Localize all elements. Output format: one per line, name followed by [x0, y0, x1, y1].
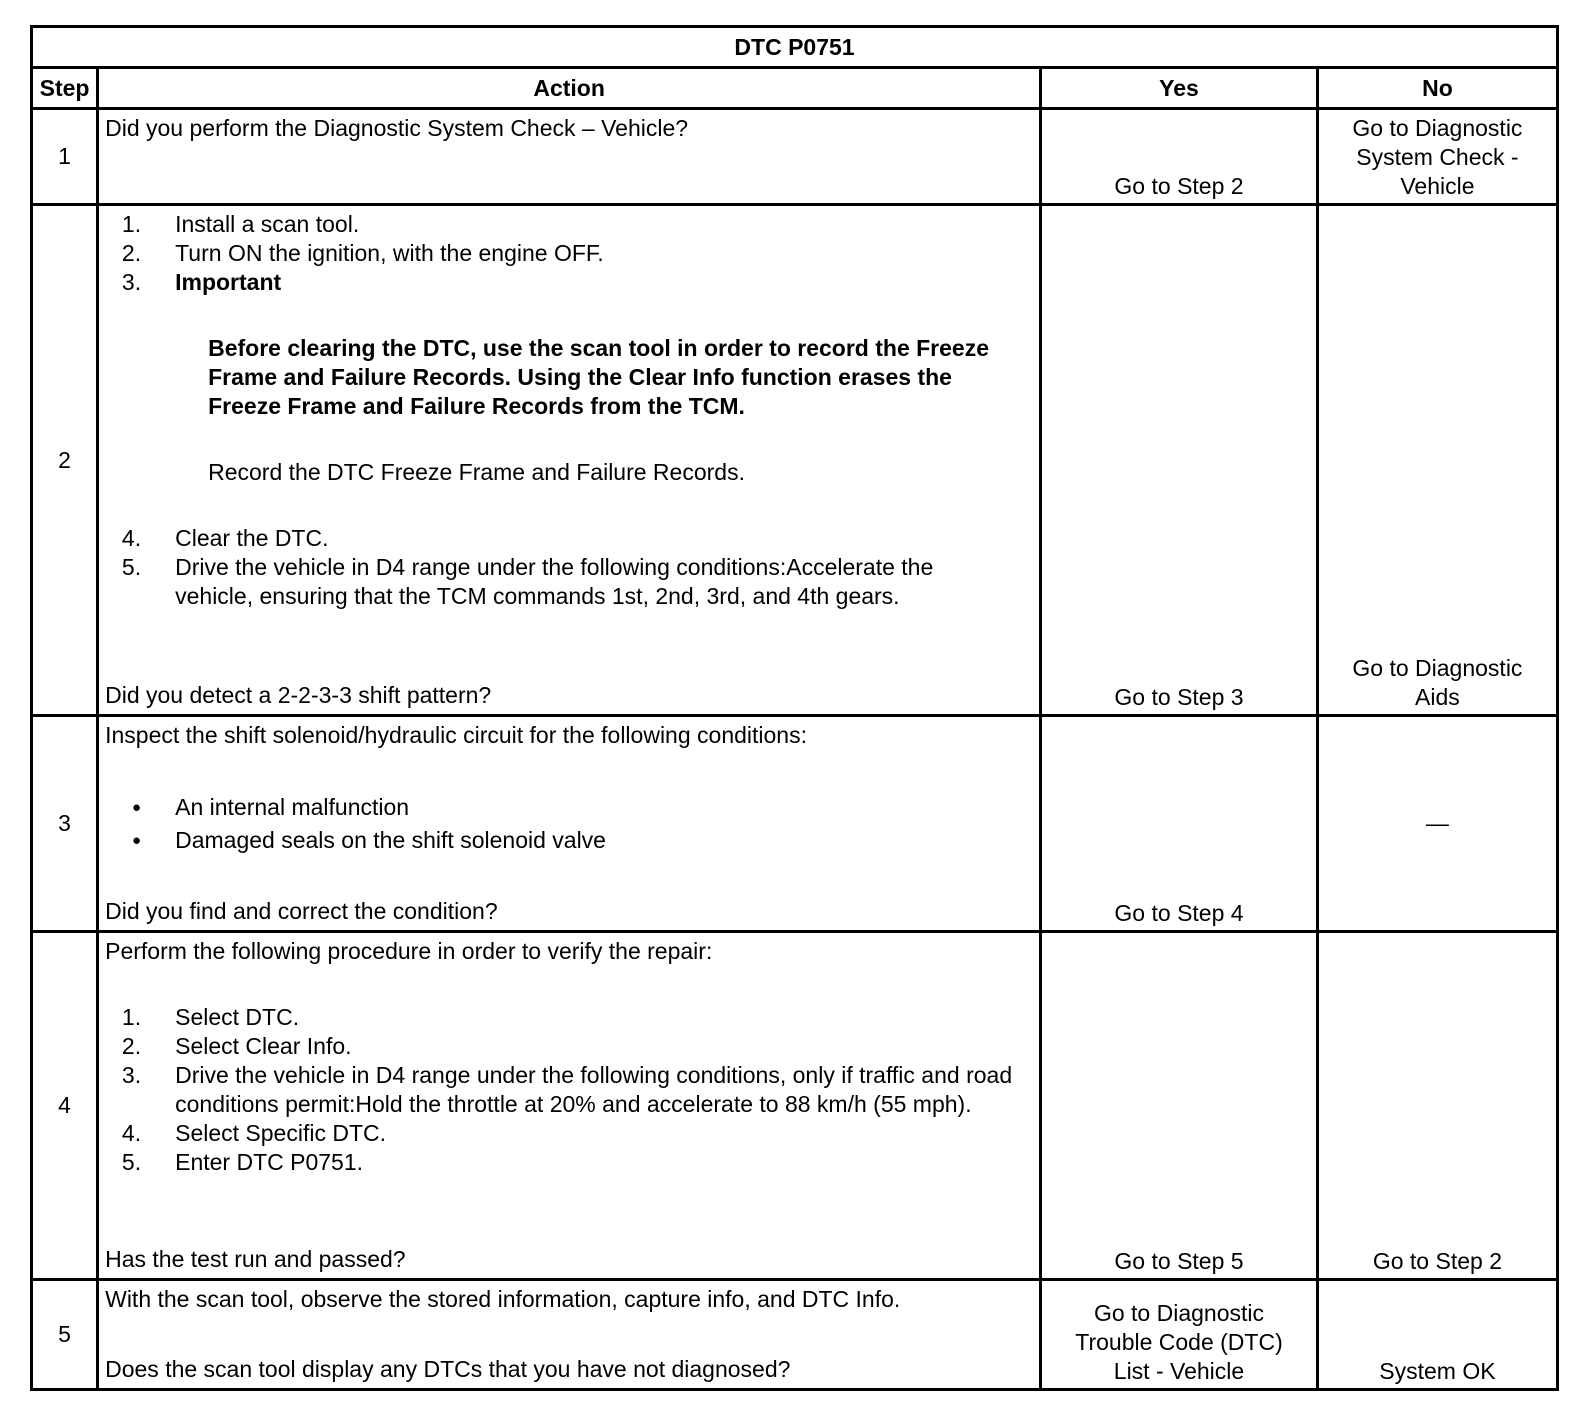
- table-row: [32, 1279, 1558, 1389]
- item-number: 2.: [121, 1032, 142, 1059]
- header-no: No: [1317, 68, 1557, 109]
- list-item: [105, 1003, 1033, 1032]
- no-cell: Go to Diagnostic System Check - Vehicle: [1317, 109, 1557, 205]
- item-number: 2.: [121, 240, 142, 267]
- list-item: [105, 826, 1033, 855]
- step-number: 2: [32, 205, 98, 716]
- item-text: Install a scan tool.: [175, 211, 360, 238]
- action-text: Did you perform the Diagnostic System Check – Vehicle?: [105, 115, 689, 142]
- no-cell: System OK: [1317, 1279, 1557, 1389]
- item-number: 5.: [121, 554, 142, 581]
- item-text: Clear the DTC.: [175, 525, 329, 552]
- item-number: 4.: [121, 525, 142, 552]
- list-item: [105, 553, 1033, 611]
- list-item: [105, 1032, 1033, 1061]
- item-text: Turn ON the ignition, with the engine OFF.: [175, 240, 604, 267]
- list-item: [105, 1148, 1033, 1177]
- intro-text: Inspect the shift solenoid/hydraulic circuit for the following conditions:: [105, 722, 807, 749]
- list-item: [105, 793, 1033, 822]
- item-text: Select DTC.: [175, 1003, 300, 1030]
- table-row: [32, 109, 1558, 205]
- step-number: 1: [32, 109, 98, 205]
- yes-cell: Go to Step 3: [1041, 205, 1318, 716]
- item-number: 3.: [121, 269, 142, 296]
- important-label: Important: [175, 269, 282, 296]
- intro-text: Perform the following procedure in order to verify the repair:: [105, 937, 713, 964]
- table-row: [32, 205, 1558, 716]
- step-number: 5: [32, 1279, 98, 1389]
- important-note: Before clearing the DTC, use the scan tool in order to record the Freeze Frame and Failure Records. Using the Clear Info function erases the Freeze Frame and Failure Records from the TCM.: [208, 335, 989, 420]
- item-number: 1.: [121, 211, 142, 238]
- list-item: [105, 524, 1033, 553]
- item-text: Drive the vehicle in D4 range under the following conditions:Accelerate the vehicle, ensuring that the TCM commands 1st, 2nd, 3rd, and 4th gears.: [175, 554, 934, 610]
- question-text: Did you detect a 2-2-3-3 shift pattern?: [105, 682, 492, 709]
- step-number: 4: [32, 931, 98, 1279]
- item-number: 4.: [121, 1119, 142, 1146]
- item-number: 1.: [121, 1003, 142, 1030]
- table-row: [32, 931, 1558, 1279]
- yes-cell: Go to Diagnostic Trouble Code (DTC) List - Vehicle: [1041, 1279, 1318, 1389]
- dtc-table: [30, 25, 1559, 1391]
- no-cell: —: [1317, 716, 1557, 931]
- item-text: Enter DTC P0751.: [175, 1148, 364, 1175]
- no-cell: Go to Diagnostic Aids: [1317, 205, 1557, 716]
- item-text: Damaged seals on the shift solenoid valve: [175, 827, 606, 854]
- header-yes: Yes: [1041, 68, 1318, 109]
- list-item: [105, 1061, 1033, 1119]
- item-number: 5.: [121, 1148, 142, 1175]
- item-text: Select Specific DTC.: [175, 1119, 387, 1146]
- list-item: [105, 1119, 1033, 1148]
- bullet-icon: ●: [132, 799, 142, 817]
- question-text: Has the test run and passed?: [105, 1245, 406, 1272]
- list-item: [105, 210, 1033, 239]
- no-cell: Go to Step 2: [1317, 931, 1557, 1279]
- question-text: Did you find and correct the condition?: [105, 897, 498, 924]
- list-item: [105, 239, 1033, 268]
- intro-text: With the scan tool, observe the stored information, capture info, and DTC Info.: [105, 1285, 901, 1312]
- step-number: 3: [32, 716, 98, 931]
- item-text: An internal malfunction: [175, 794, 410, 821]
- item-text: Select Clear Info.: [175, 1032, 352, 1059]
- yes-cell: Go to Step 5: [1041, 931, 1318, 1279]
- item-text: Drive the vehicle in D4 range under the following conditions, only if traffic and road conditions permit:Hold the throttle at 20% and accelerate to 88 km/h (55 mph).: [175, 1061, 1013, 1117]
- table-row: [32, 716, 1558, 931]
- yes-cell: Go to Step 2: [1041, 109, 1318, 205]
- header-action: Action: [98, 68, 1041, 109]
- item-number: 3.: [121, 1061, 142, 1088]
- yes-cell: Go to Step 4: [1041, 716, 1318, 931]
- table-title: DTC P0751: [32, 27, 1558, 68]
- question-text: Does the scan tool display any DTCs that you have not diagnosed?: [105, 1356, 791, 1382]
- bullet-icon: ●: [132, 832, 142, 850]
- list-item: [105, 268, 1033, 297]
- record-text: Record the DTC Freeze Frame and Failure Records.: [208, 459, 745, 486]
- header-step: Step: [32, 68, 98, 109]
